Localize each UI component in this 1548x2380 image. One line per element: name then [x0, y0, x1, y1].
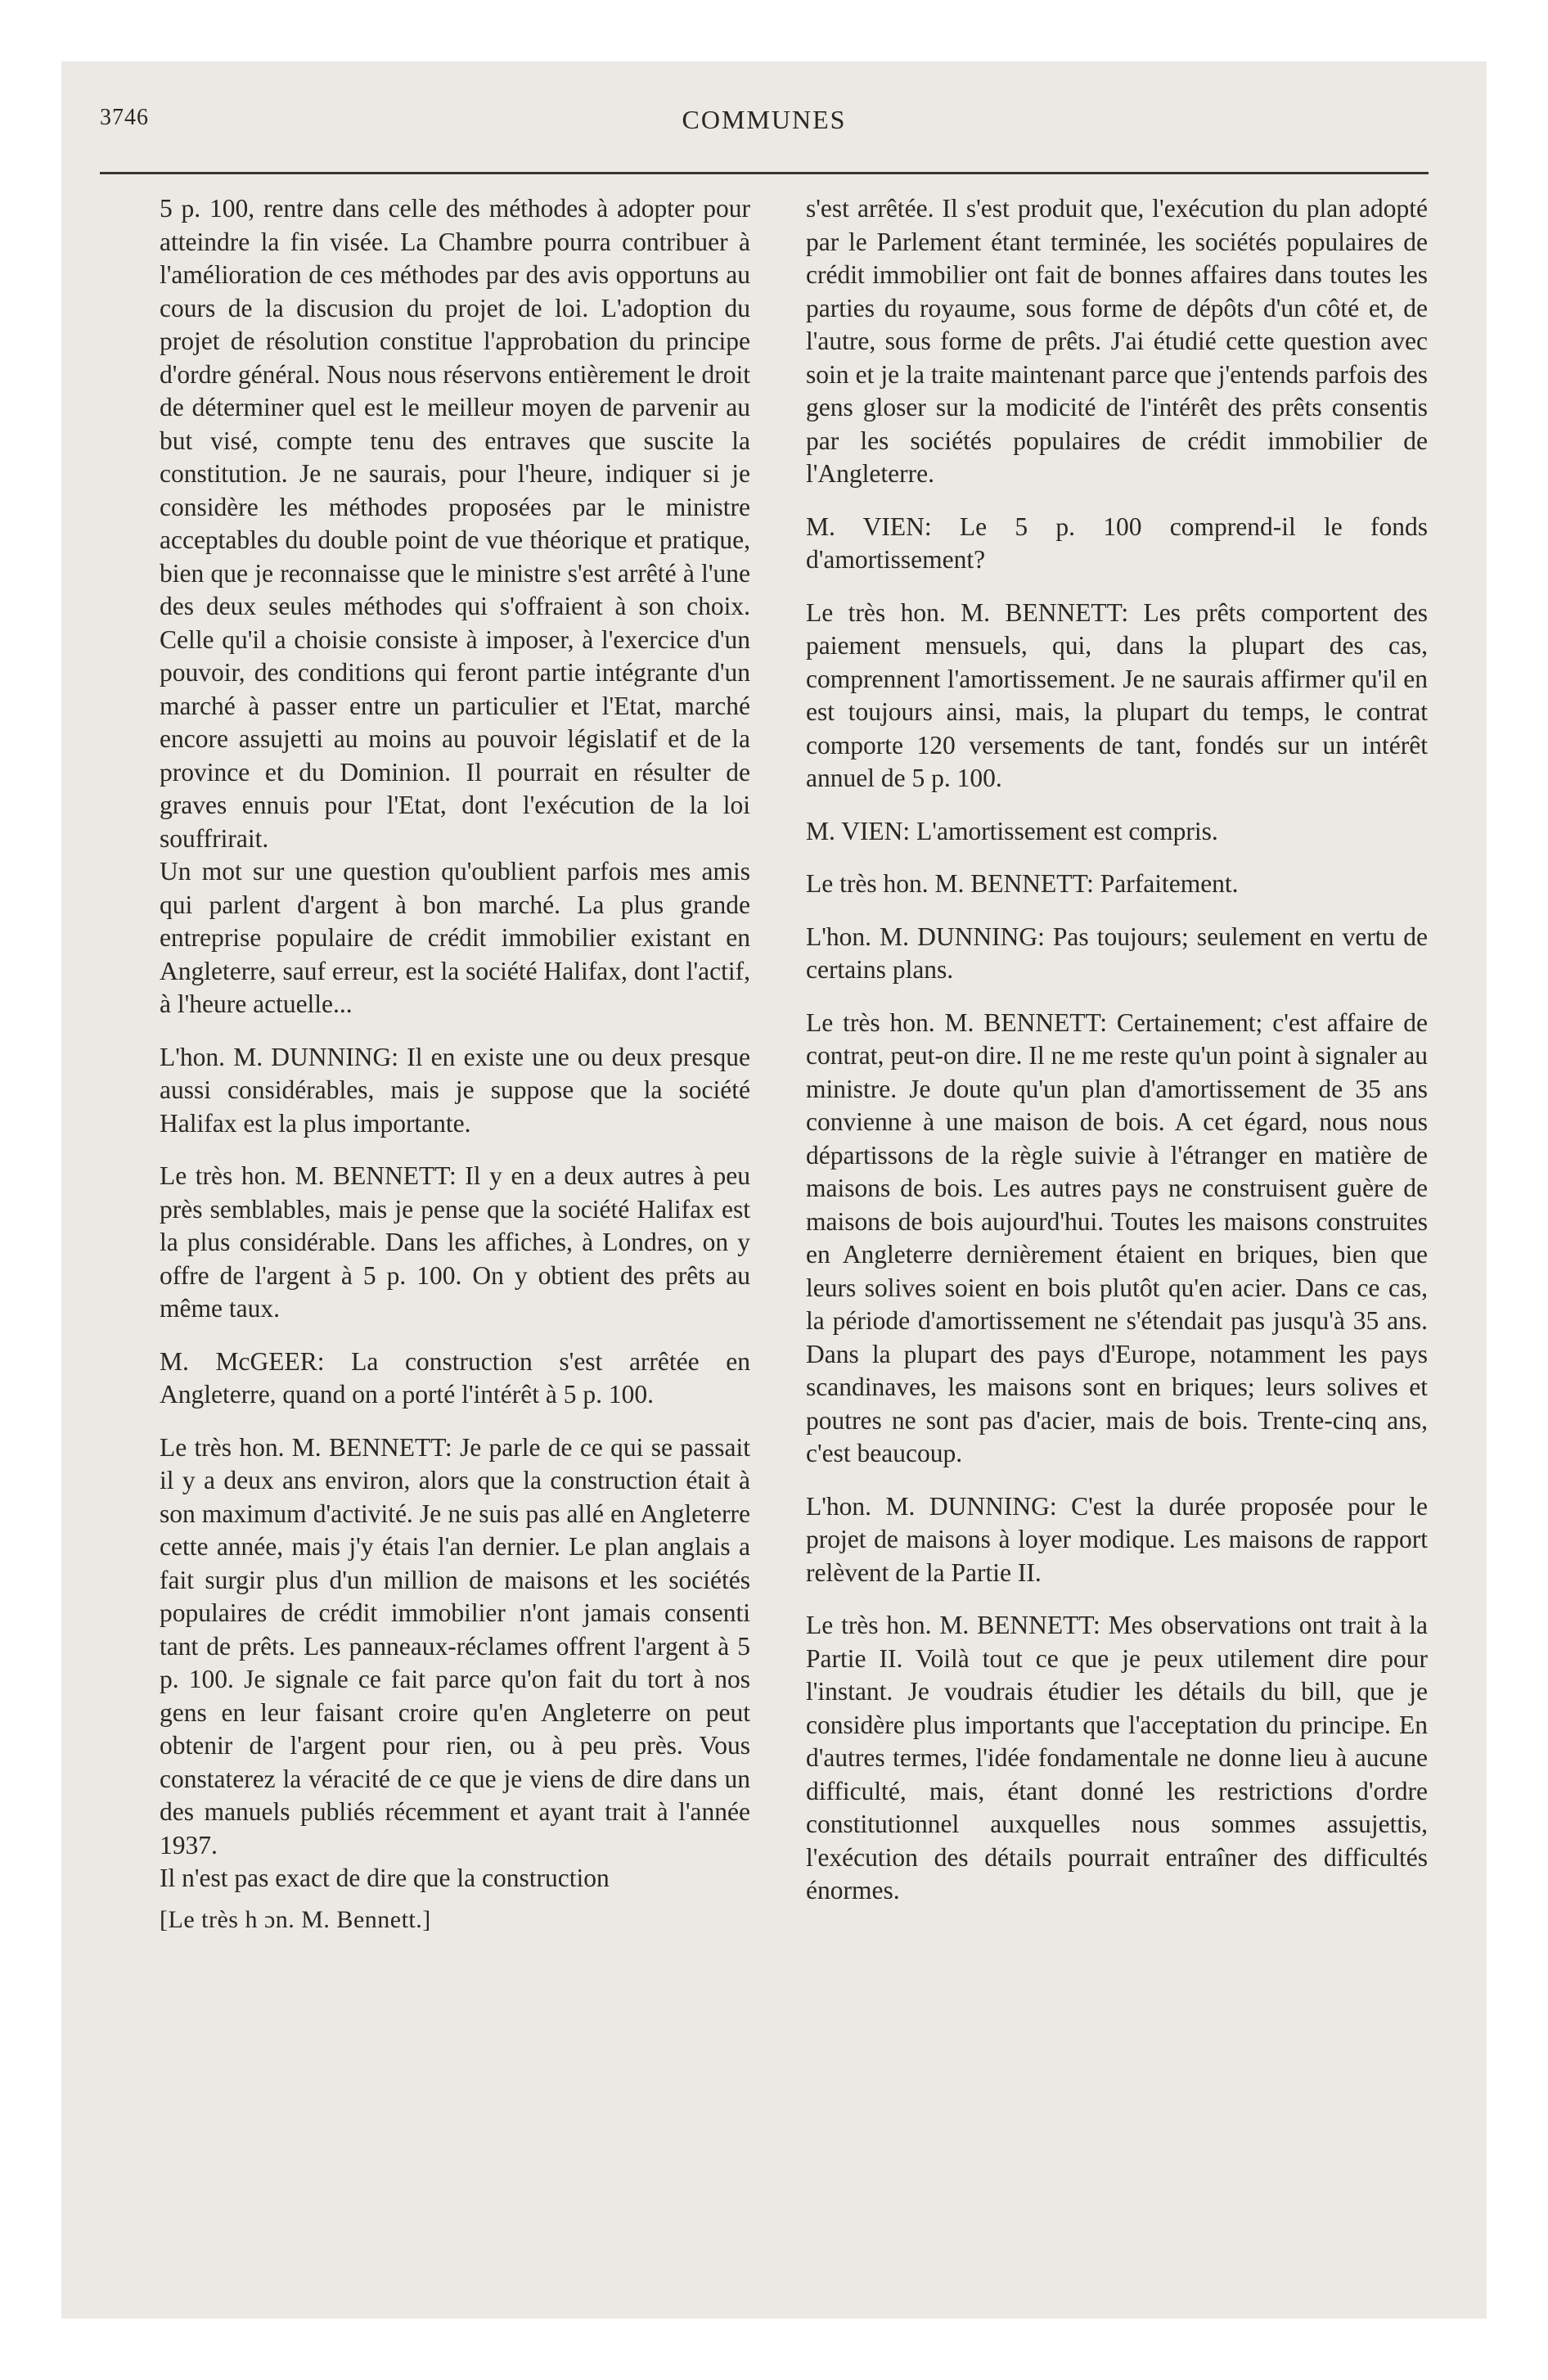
paragraph: Le très hon. M. BENNETT: Les prêts comportent des paiement mensuels, qui, dans la plupart des cas, comprennent l'amortissement. Je ne saurais affirmer qu'il en est toujours ainsi, mais, la plupart du temps, le contrat comporte 120 versements de tant, fondés sur un intérêt annuel de 5 p. 100.	[806, 597, 1428, 792]
paragraph: M. VIEN: Le 5 p. 100 comprend-il le fonds d'amortissement?	[806, 512, 1428, 574]
right-column	[806, 192, 1428, 1927]
paragraph: Un mot sur une question qu'oublient parfois mes amis qui parlent d'argent à bon marché. La plus grande entreprise populaire de crédit immobilier existant en Angleterre, sauf erreur, est la société Halifax, dont l'actif, à l'heure actuelle...	[160, 857, 750, 1018]
paragraph: Le très hon. M. BENNETT: Il y en a deux autres à peu près semblables, mais je pense que la société Halifax est la plus considérable. Dans les affiches, à Londres, on y offre de l'argent à 5 p. 100. On y obtient des prêts au même taux.	[160, 1161, 750, 1323]
speaker-attribution: [Le très h ɔn. M. Bennett.]	[160, 1905, 431, 1933]
running-title: COMMUNES	[682, 105, 847, 134]
paragraph: Le très hon. M. BENNETT: Certainement; c'est affaire de contrat, peut-on dire. Il ne me reste qu'un point à signaler au ministre. Je doute qu'un plan d'amortissement de 35 ans convienne à une maison de bois. A cet égard, nous nous départissons de la règle suivie à l'étranger en matière de maisons de bois. Les autres pays ne construisent guère de maisons de bois aujourd'hui. Toutes les maisons construites en Angleterre dernièrement étaient en briques, bien que leurs solives soient en bois plutôt qu'en acier. Dans ce cas, la période d'amortissement ne s'étendait pas jusqu'à 35 ans. Dans la plupart des pays d'Europe, notamment les pays scandinaves, les maisons sont en briques; leurs solives et poutres ne sont pas d'acier, mais de bois. Trente-cinq ans, c'est beaucoup.	[806, 1007, 1428, 1467]
paragraph: Le très hon. M. BENNETT: Mes observations ont trait à la Partie II. Voilà tout ce que je peux utilement dire pour l'instant. Je voudrais étudier les détails du bill, que je considère plus importants que l'acceptation du principe. En d'autres termes, l'idée fondamentale ne donne lieu à aucune difficulté, mais, étant donné les restrictions d'ordre constitutionnel auxquelles nous sommes assujettis, l'exécution des détails pourrait entraîner des difficultés énormes.	[806, 1611, 1428, 1904]
paragraph: Le très hon. M. BENNETT: Parfaitement.	[806, 869, 1239, 898]
paragraph: Le très hon. M. BENNETT: Je parle de ce qui se passait il y a deux ans environ, alors que la construction était à son maximum d'activité. Je ne suis pas allé en Angleterre cette année, mais j'y étais l'an dernier. Le plan anglais a fait surgir plus d'un million de maisons et les sociétés populaires de crédit immobilier n'ont jamais consenti tant de prêts. Les panneaux-réclames offrent l'argent à 5 p. 100. Je signale ce fait parce qu'on fait du tort à nos gens en leur faisant croire qu'en Angleterre on peut obtenir de l'argent pour rien, ou à peu près. Vous constaterez la véracité de ce que je viens de dire dans un des manuels publiés récemment et ayant trait à l'année 1937.	[160, 1432, 750, 1859]
paragraph: s'est arrêtée. Il s'est produit que, l'exécution du plan adopté par le Parlement étant terminée, les sociétés populaires de crédit immobilier ont fait de bonnes affaires dans toutes les parties du royaume, sous forme de dépôts d'un côté et, de l'autre, sous forme de prêts. J'ai étudié cette question avec soin et je la traite maintenant parce que j'entends parfois des gens gloser sur la modicité de l'intérêt des prêts consentis par les sociétés populaires de crédit immobilier de l'Angleterre.	[806, 194, 1428, 488]
page-header	[100, 105, 1429, 154]
paragraph: 5 p. 100, rentre dans celle des méthodes à adopter pour atteindre la fin visée. La Chambre pourra contribuer à l'amélioration de ces méthodes par des avis opportuns au cours de la discusion du projet de loi. L'adoption du projet de résolution constitue l'approbation du principe d'ordre général. Nous nous réservons entièrement le droit de déterminer quel est le meilleur moyen de parvenir au but visé, compte tenu des entraves que suscite la constitution. Je ne saurais, pour l'heure, indiquer si je considère les méthodes proposées par le ministre acceptables du double point de vue théorique et pratique, bien que je reconnaisse que le ministre s'est arrêté à l'une des deux seules méthodes qui s'offraient à son choix. Celle qu'il a choisie consiste à imposer, à l'exercice d'un pouvoir, des conditions qui feront partie intégrante d'un marché à passer entre un particulier et l'Etat, marché encore assujetti au moins au pouvoir législatif et de la province et du Dominion. Il pourrait en résulter de graves ennuis pour l'Etat, dont l'exécution de la loi souffrirait.	[160, 194, 750, 853]
paragraph: L'hon. M. DUNNING: C'est la durée proposée pour le projet de maisons à loyer modique. Les maisons de rapport relèvent de la Partie II.	[806, 1491, 1428, 1587]
paragraph: L'hon. M. DUNNING: Il en existe une ou deux presque aussi considérables, mais je suppose que la société Halifax est la plus importante.	[160, 1042, 750, 1138]
paragraph: Il n'est pas exact de dire que la construction	[160, 1864, 610, 1892]
paragraph: M. VIEN: L'amortissement est compris.	[806, 816, 1218, 845]
page-number: 3746	[100, 105, 149, 130]
paragraph: L'hon. M. DUNNING: Pas toujours; seulement en vertu de certains plans.	[806, 922, 1428, 984]
header-rule	[100, 172, 1429, 174]
left-column	[160, 192, 750, 1936]
paragraph: M. McGEER: La construction s'est arrêtée en Angleterre, quand on a porté l'intérêt à 5 p. 100.	[160, 1346, 750, 1409]
